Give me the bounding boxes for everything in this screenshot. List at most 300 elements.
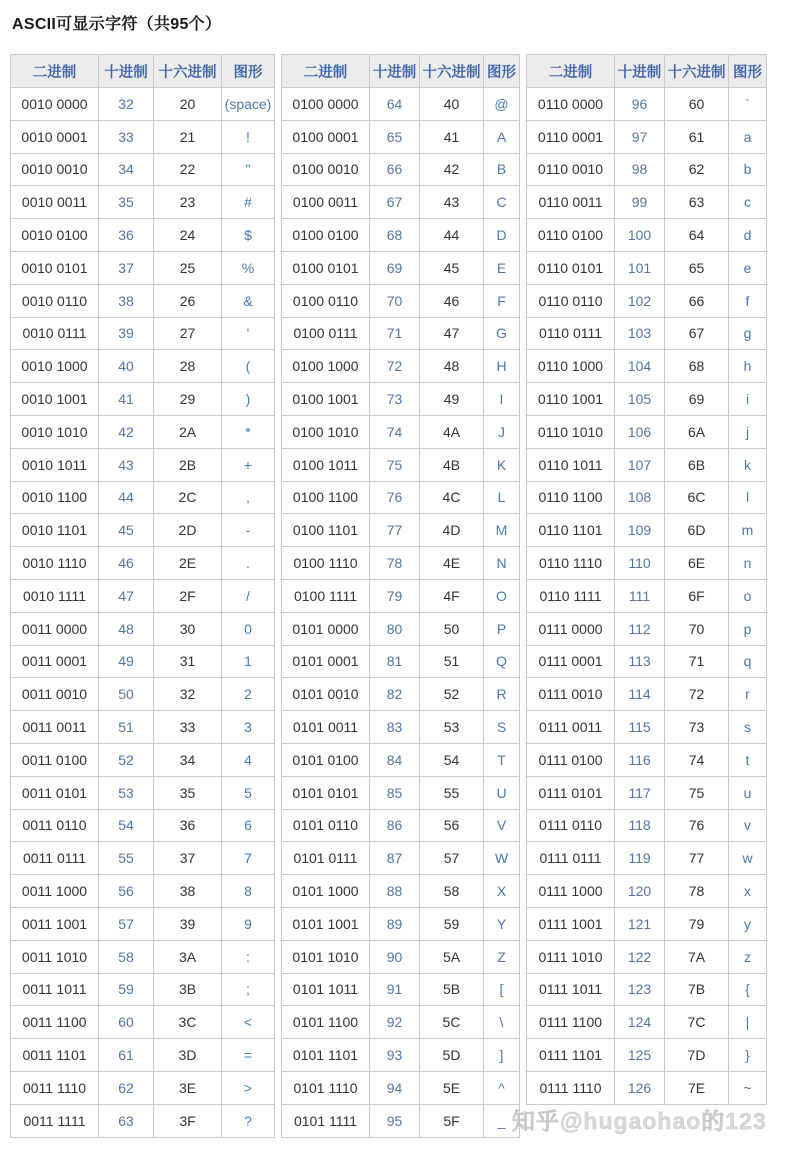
binary-cell: 0110 0001	[527, 120, 615, 153]
hex-cell: 79	[665, 907, 729, 940]
column-header: 图形	[484, 55, 520, 88]
binary-cell: 0010 0011	[11, 186, 99, 219]
table-row	[282, 743, 520, 776]
binary-cell: 0100 0011	[282, 186, 370, 219]
glyph-cell: ]	[484, 1039, 520, 1072]
hex-cell: 55	[420, 776, 484, 809]
hex-cell: 75	[665, 776, 729, 809]
table-row	[282, 711, 520, 744]
binary-cell: 0110 0110	[527, 284, 615, 317]
decimal-cell: 40	[99, 350, 154, 383]
table-row	[527, 678, 767, 711]
hex-cell: 21	[154, 120, 222, 153]
table-row	[11, 612, 275, 645]
column-header: 十进制	[99, 55, 154, 88]
glyph-cell: a	[729, 120, 767, 153]
binary-cell: 0101 1001	[282, 907, 370, 940]
table-row	[282, 547, 520, 580]
decimal-cell: 96	[615, 88, 665, 121]
glyph-cell: u	[729, 776, 767, 809]
decimal-cell: 89	[370, 907, 420, 940]
decimal-cell: 47	[99, 579, 154, 612]
decimal-cell: 119	[615, 842, 665, 875]
decimal-cell: 35	[99, 186, 154, 219]
glyph-cell: E	[484, 251, 520, 284]
decimal-cell: 49	[99, 645, 154, 678]
table-row	[282, 1039, 520, 1072]
glyph-cell: %	[222, 251, 275, 284]
glyph-cell: &	[222, 284, 275, 317]
table-row	[527, 579, 767, 612]
binary-cell: 0101 1110	[282, 1071, 370, 1104]
header-row	[282, 55, 520, 88]
table-row	[282, 776, 520, 809]
hex-cell: 2F	[154, 579, 222, 612]
hex-cell: 3D	[154, 1039, 222, 1072]
table-row	[527, 1071, 767, 1104]
decimal-cell: 126	[615, 1071, 665, 1104]
decimal-cell: 80	[370, 612, 420, 645]
glyph-cell: M	[484, 514, 520, 547]
glyph-cell: V	[484, 809, 520, 842]
decimal-cell: 43	[99, 448, 154, 481]
glyph-cell: 4	[222, 743, 275, 776]
binary-cell: 0100 1000	[282, 350, 370, 383]
table-row	[282, 940, 520, 973]
binary-cell: 0010 1110	[11, 547, 99, 580]
table-row	[11, 251, 275, 284]
table-row	[11, 186, 275, 219]
table-row	[11, 153, 275, 186]
glyph-cell: p	[729, 612, 767, 645]
binary-cell: 0101 0111	[282, 842, 370, 875]
hex-cell: 2B	[154, 448, 222, 481]
table-row	[527, 448, 767, 481]
table-row	[527, 907, 767, 940]
table-row	[527, 940, 767, 973]
table-row	[282, 645, 520, 678]
table-row	[527, 875, 767, 908]
decimal-cell: 104	[615, 350, 665, 383]
decimal-cell: 60	[99, 1006, 154, 1039]
decimal-cell: 56	[99, 875, 154, 908]
hex-cell: 4C	[420, 481, 484, 514]
hex-cell: 6D	[665, 514, 729, 547]
table-row	[11, 415, 275, 448]
hex-cell: 4B	[420, 448, 484, 481]
decimal-cell: 57	[99, 907, 154, 940]
hex-cell: 4A	[420, 415, 484, 448]
glyph-cell: }	[729, 1039, 767, 1072]
table-row	[11, 1006, 275, 1039]
decimal-cell: 53	[99, 776, 154, 809]
decimal-cell: 81	[370, 645, 420, 678]
binary-cell: 0011 1010	[11, 940, 99, 973]
decimal-cell: 33	[99, 120, 154, 153]
table-row	[527, 514, 767, 547]
decimal-cell: 37	[99, 251, 154, 284]
glyph-cell: n	[729, 547, 767, 580]
glyph-cell: d	[729, 219, 767, 252]
glyph-cell: '	[222, 317, 275, 350]
decimal-cell: 124	[615, 1006, 665, 1039]
decimal-cell: 95	[370, 1104, 420, 1137]
decimal-cell: 64	[370, 88, 420, 121]
table-row	[11, 743, 275, 776]
binary-cell: 0101 0000	[282, 612, 370, 645]
table-row	[282, 612, 520, 645]
glyph-cell: Z	[484, 940, 520, 973]
decimal-cell: 65	[370, 120, 420, 153]
glyph-cell: l	[729, 481, 767, 514]
column-header: 十六进制	[154, 55, 222, 88]
table-row	[527, 645, 767, 678]
glyph-cell: 1	[222, 645, 275, 678]
table-row	[11, 973, 275, 1006]
hex-cell: 47	[420, 317, 484, 350]
hex-cell: 42	[420, 153, 484, 186]
table-row	[282, 579, 520, 612]
glyph-cell: S	[484, 711, 520, 744]
hex-cell: 6F	[665, 579, 729, 612]
glyph-cell: w	[729, 842, 767, 875]
decimal-cell: 36	[99, 219, 154, 252]
hex-cell: 6E	[665, 547, 729, 580]
table-row	[527, 973, 767, 1006]
header-row	[11, 55, 275, 88]
decimal-cell: 99	[615, 186, 665, 219]
hex-cell: 7E	[665, 1071, 729, 1104]
glyph-cell: e	[729, 251, 767, 284]
binary-cell: 0011 0100	[11, 743, 99, 776]
hex-cell: 7A	[665, 940, 729, 973]
glyph-cell: b	[729, 153, 767, 186]
table-row	[282, 219, 520, 252]
glyph-cell: 6	[222, 809, 275, 842]
binary-cell: 0111 0110	[527, 809, 615, 842]
hex-cell: 57	[420, 842, 484, 875]
table-row	[11, 284, 275, 317]
glyph-cell: )	[222, 383, 275, 416]
decimal-cell: 113	[615, 645, 665, 678]
binary-cell: 0100 0010	[282, 153, 370, 186]
table-row	[527, 415, 767, 448]
binary-cell: 0010 1011	[11, 448, 99, 481]
binary-cell: 0011 1000	[11, 875, 99, 908]
glyph-cell: k	[729, 448, 767, 481]
glyph-cell: J	[484, 415, 520, 448]
hex-cell: 63	[665, 186, 729, 219]
glyph-cell: -	[222, 514, 275, 547]
page-title: ASCII可显示字符（共95个）	[12, 16, 222, 33]
hex-cell: 49	[420, 383, 484, 416]
glyph-cell: m	[729, 514, 767, 547]
glyph-cell: {	[729, 973, 767, 1006]
table-row	[282, 186, 520, 219]
table-row	[11, 514, 275, 547]
header-row	[527, 55, 767, 88]
table-row	[527, 251, 767, 284]
glyph-cell: =	[222, 1039, 275, 1072]
glyph-cell: "	[222, 153, 275, 186]
hex-cell: 77	[665, 842, 729, 875]
binary-cell: 0110 1110	[527, 547, 615, 580]
binary-cell: 0100 0110	[282, 284, 370, 317]
hex-cell: 74	[665, 743, 729, 776]
decimal-cell: 82	[370, 678, 420, 711]
binary-cell: 0111 0001	[527, 645, 615, 678]
decimal-cell: 100	[615, 219, 665, 252]
table-row	[527, 481, 767, 514]
table-row	[527, 350, 767, 383]
table-row	[11, 1071, 275, 1104]
binary-cell: 0111 0010	[527, 678, 615, 711]
binary-cell: 0100 0000	[282, 88, 370, 121]
table-row	[282, 1006, 520, 1039]
hex-cell: 30	[154, 612, 222, 645]
binary-cell: 0101 1111	[282, 1104, 370, 1137]
binary-cell: 0110 1111	[527, 579, 615, 612]
hex-cell: 64	[665, 219, 729, 252]
binary-cell: 0010 1111	[11, 579, 99, 612]
table-row	[11, 88, 275, 121]
hex-cell: 56	[420, 809, 484, 842]
column-header: 图形	[222, 55, 275, 88]
decimal-cell: 123	[615, 973, 665, 1006]
binary-cell: 0111 1011	[527, 973, 615, 1006]
glyph-cell: (space)	[222, 88, 275, 121]
binary-cell: 0011 1011	[11, 973, 99, 1006]
decimal-cell: 42	[99, 415, 154, 448]
decimal-cell: 76	[370, 481, 420, 514]
decimal-cell: 102	[615, 284, 665, 317]
binary-cell: 0110 1011	[527, 448, 615, 481]
glyph-cell: X	[484, 875, 520, 908]
hex-cell: 5C	[420, 1006, 484, 1039]
binary-cell: 0011 0110	[11, 809, 99, 842]
decimal-cell: 54	[99, 809, 154, 842]
glyph-cell: +	[222, 448, 275, 481]
binary-cell: 0110 1100	[527, 481, 615, 514]
decimal-cell: 97	[615, 120, 665, 153]
binary-cell: 0110 0010	[527, 153, 615, 186]
table-row	[527, 809, 767, 842]
glyph-cell: C	[484, 186, 520, 219]
decimal-cell: 51	[99, 711, 154, 744]
hex-cell: 4F	[420, 579, 484, 612]
binary-cell: 0010 1100	[11, 481, 99, 514]
binary-cell: 0100 0101	[282, 251, 370, 284]
binary-cell: 0100 1010	[282, 415, 370, 448]
table-row	[11, 448, 275, 481]
binary-cell: 0100 1101	[282, 514, 370, 547]
hex-cell: 4E	[420, 547, 484, 580]
ascii-tables-container	[10, 54, 800, 1138]
hex-cell: 34	[154, 743, 222, 776]
decimal-cell: 114	[615, 678, 665, 711]
binary-cell: 0100 0100	[282, 219, 370, 252]
binary-cell: 0011 0001	[11, 645, 99, 678]
binary-cell: 0011 1110	[11, 1071, 99, 1104]
hex-cell: 2C	[154, 481, 222, 514]
binary-cell: 0101 1011	[282, 973, 370, 1006]
binary-cell: 0101 0011	[282, 711, 370, 744]
binary-cell: 0111 0000	[527, 612, 615, 645]
glyph-cell: [	[484, 973, 520, 1006]
glyph-cell: #	[222, 186, 275, 219]
hex-cell: 5D	[420, 1039, 484, 1072]
glyph-cell: T	[484, 743, 520, 776]
table-row	[11, 645, 275, 678]
decimal-cell: 110	[615, 547, 665, 580]
table-row	[527, 547, 767, 580]
binary-cell: 0110 0111	[527, 317, 615, 350]
hex-cell: 78	[665, 875, 729, 908]
glyph-cell: `	[729, 88, 767, 121]
hex-cell: 3F	[154, 1104, 222, 1137]
decimal-cell: 70	[370, 284, 420, 317]
table-row	[11, 219, 275, 252]
hex-cell: 41	[420, 120, 484, 153]
glyph-cell: /	[222, 579, 275, 612]
table-row	[282, 875, 520, 908]
binary-cell: 0110 0100	[527, 219, 615, 252]
table-row	[282, 120, 520, 153]
glyph-cell: \	[484, 1006, 520, 1039]
hex-cell: 65	[665, 251, 729, 284]
decimal-cell: 85	[370, 776, 420, 809]
table-row	[527, 88, 767, 121]
table-row	[282, 415, 520, 448]
binary-cell: 0100 1110	[282, 547, 370, 580]
decimal-cell: 58	[99, 940, 154, 973]
hex-cell: 50	[420, 612, 484, 645]
hex-cell: 38	[154, 875, 222, 908]
glyph-cell: D	[484, 219, 520, 252]
table-row	[527, 1006, 767, 1039]
column-header: 二进制	[527, 55, 615, 88]
binary-cell: 0101 1101	[282, 1039, 370, 1072]
glyph-cell: o	[729, 579, 767, 612]
binary-cell: 0111 1000	[527, 875, 615, 908]
binary-cell: 0010 1001	[11, 383, 99, 416]
binary-cell: 0101 0001	[282, 645, 370, 678]
table-row	[11, 350, 275, 383]
glyph-cell: W	[484, 842, 520, 875]
decimal-cell: 68	[370, 219, 420, 252]
hex-cell: 59	[420, 907, 484, 940]
decimal-cell: 67	[370, 186, 420, 219]
glyph-cell: :	[222, 940, 275, 973]
glyph-cell: !	[222, 120, 275, 153]
decimal-cell: 106	[615, 415, 665, 448]
binary-cell: 0010 0010	[11, 153, 99, 186]
decimal-cell: 92	[370, 1006, 420, 1039]
glyph-cell: A	[484, 120, 520, 153]
decimal-cell: 125	[615, 1039, 665, 1072]
binary-cell: 0010 0111	[11, 317, 99, 350]
glyph-cell: B	[484, 153, 520, 186]
decimal-cell: 103	[615, 317, 665, 350]
binary-cell: 0011 1100	[11, 1006, 99, 1039]
decimal-cell: 78	[370, 547, 420, 580]
decimal-cell: 115	[615, 711, 665, 744]
glyph-cell: >	[222, 1071, 275, 1104]
glyph-cell: 0	[222, 612, 275, 645]
decimal-cell: 34	[99, 153, 154, 186]
table-row	[11, 547, 275, 580]
glyph-cell: s	[729, 711, 767, 744]
binary-cell: 0100 1001	[282, 383, 370, 416]
glyph-cell: F	[484, 284, 520, 317]
decimal-cell: 87	[370, 842, 420, 875]
glyph-cell: ?	[222, 1104, 275, 1137]
hex-cell: 6A	[665, 415, 729, 448]
hex-cell: 76	[665, 809, 729, 842]
decimal-cell: 116	[615, 743, 665, 776]
hex-cell: 5F	[420, 1104, 484, 1137]
glyph-cell: x	[729, 875, 767, 908]
binary-cell: 0011 0111	[11, 842, 99, 875]
glyph-cell: ,	[222, 481, 275, 514]
binary-cell: 0010 0001	[11, 120, 99, 153]
table-row	[11, 317, 275, 350]
binary-cell: 0100 1100	[282, 481, 370, 514]
binary-cell: 0011 0011	[11, 711, 99, 744]
column-header: 十六进制	[420, 55, 484, 88]
binary-cell: 0101 0100	[282, 743, 370, 776]
glyph-cell: 9	[222, 907, 275, 940]
hex-cell: 6C	[665, 481, 729, 514]
table-row	[11, 776, 275, 809]
hex-cell: 35	[154, 776, 222, 809]
glyph-cell: ;	[222, 973, 275, 1006]
glyph-cell: K	[484, 448, 520, 481]
table-row	[11, 907, 275, 940]
glyph-cell: P	[484, 612, 520, 645]
table-row	[527, 153, 767, 186]
hex-cell: 37	[154, 842, 222, 875]
binary-cell: 0010 1101	[11, 514, 99, 547]
binary-cell: 0110 0101	[527, 251, 615, 284]
glyph-cell: R	[484, 678, 520, 711]
hex-cell: 20	[154, 88, 222, 121]
decimal-cell: 91	[370, 973, 420, 1006]
table-row	[527, 120, 767, 153]
binary-cell: 0101 0110	[282, 809, 370, 842]
decimal-cell: 120	[615, 875, 665, 908]
hex-cell: 3B	[154, 973, 222, 1006]
glyph-cell: |	[729, 1006, 767, 1039]
glyph-cell: j	[729, 415, 767, 448]
binary-cell: 0111 1110	[527, 1071, 615, 1104]
hex-cell: 5B	[420, 973, 484, 1006]
decimal-cell: 55	[99, 842, 154, 875]
decimal-cell: 117	[615, 776, 665, 809]
hex-cell: 66	[665, 284, 729, 317]
decimal-cell: 79	[370, 579, 420, 612]
glyph-cell: r	[729, 678, 767, 711]
binary-cell: 0100 1011	[282, 448, 370, 481]
hex-cell: 43	[420, 186, 484, 219]
watermark: 知乎@hugaohao的123	[512, 1108, 767, 1134]
decimal-cell: 69	[370, 251, 420, 284]
table-row	[11, 1039, 275, 1072]
table-row	[282, 514, 520, 547]
binary-cell: 0110 0011	[527, 186, 615, 219]
decimal-cell: 88	[370, 875, 420, 908]
hex-cell: 51	[420, 645, 484, 678]
